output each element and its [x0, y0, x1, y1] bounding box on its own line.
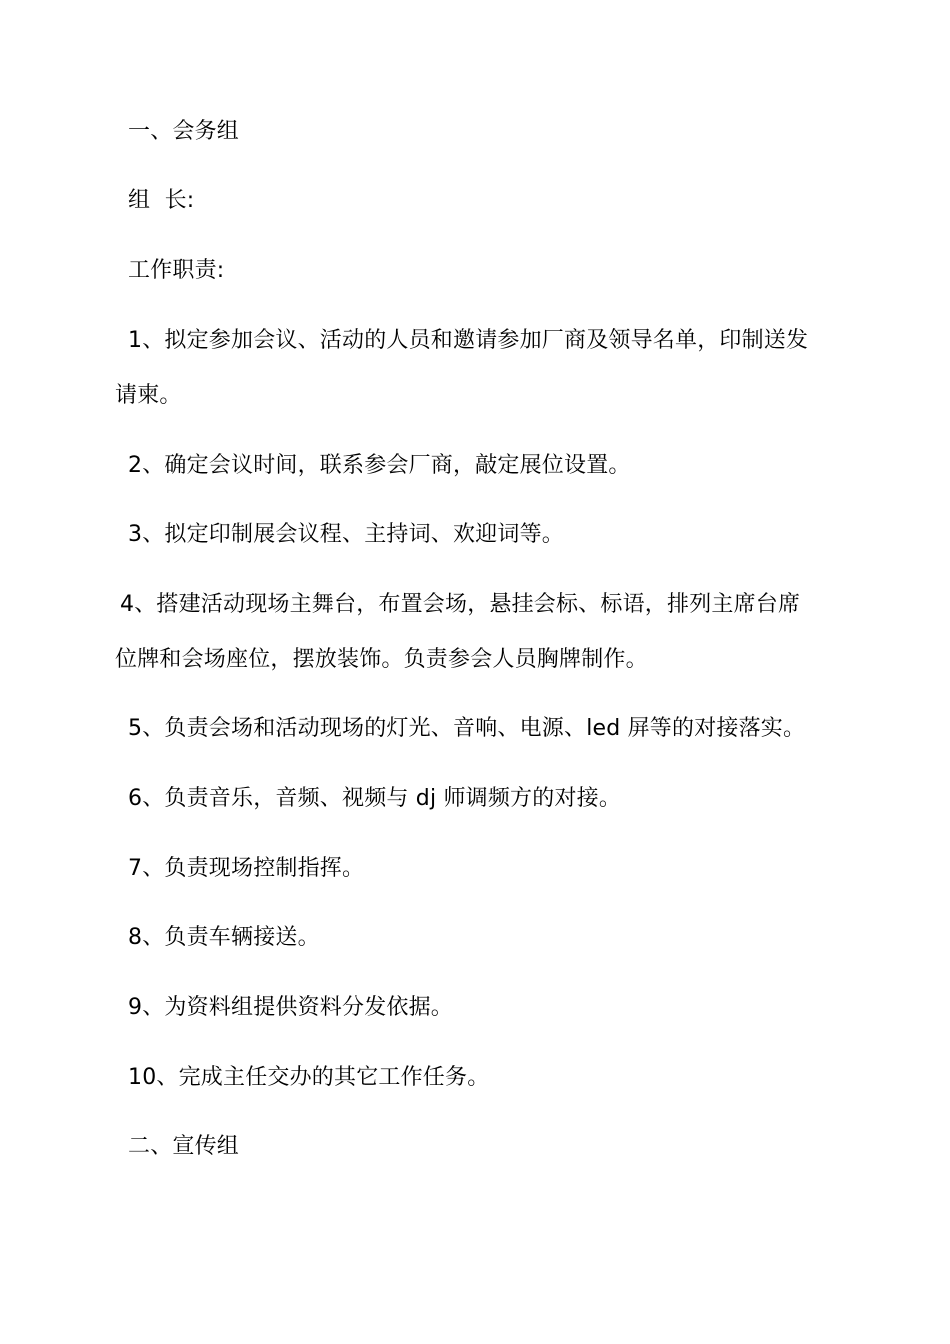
- duty-item-1-line-1: 1、拟定参加会议、活动的人员和邀请参加厂商及领导名单，印制送发: [128, 328, 809, 353]
- duty-item-4-line-2: 位牌和会场座位，摆放装饰。负责参会人员胸牌制作。: [115, 647, 648, 672]
- duty-item-5: 5、负责会场和活动现场的灯光、音响、电源、led 屏等的对接落实。: [128, 716, 806, 741]
- duty-item-10: 10、完成主任交办的其它工作任务。: [128, 1065, 490, 1090]
- section-heading-publicity: 二、宣传组: [128, 1134, 240, 1159]
- duty-item-3: 3、拟定印制展会议程、主持词、欢迎词等。: [128, 522, 564, 547]
- leader-label: 组 长:: [128, 188, 195, 213]
- section-heading-meeting-affairs: 一、会务组: [128, 119, 240, 144]
- duty-item-2: 2、确定会议时间，联系参会厂商，敲定展位设置。: [128, 453, 631, 478]
- duty-item-8: 8、负责车辆接送。: [128, 925, 320, 950]
- duty-item-1-line-2: 请柬。: [115, 383, 182, 408]
- duty-item-4-line-1: 4、搭建活动现场主舞台，布置会场，悬挂会标、标语，排列主席台席: [120, 592, 801, 617]
- duty-item-6: 6、负责音乐，音频、视频与 dj 师调频方的对接。: [128, 786, 622, 811]
- duty-item-9: 9、为资料组提供资料分发依据。: [128, 995, 453, 1020]
- duties-label: 工作职责:: [128, 258, 225, 283]
- duty-item-7: 7、负责现场控制指挥。: [128, 856, 365, 881]
